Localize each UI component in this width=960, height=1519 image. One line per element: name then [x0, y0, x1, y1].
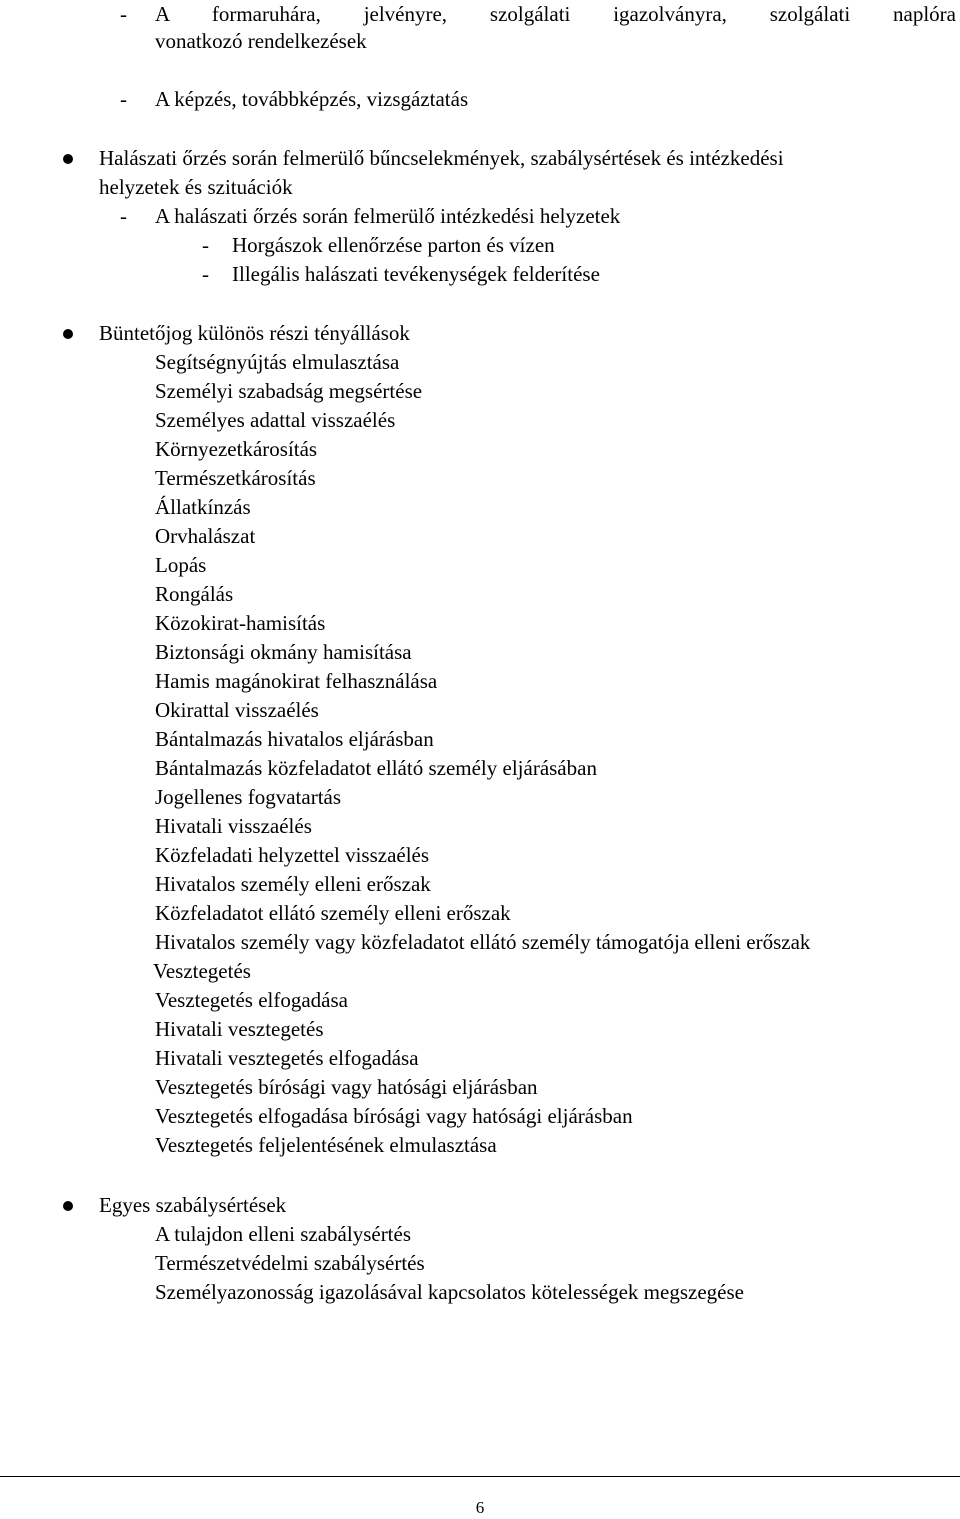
list-item: Rongálás	[155, 582, 234, 606]
list-item: Biztonsági okmány hamisítása	[155, 640, 412, 664]
list-item: Hivatali visszaélés	[155, 814, 312, 838]
list-item-training: A képzés, továbbképzés, vizsgáztatás	[155, 87, 469, 111]
list-item: Hivatali vesztegetés elfogadása	[155, 1046, 419, 1070]
list-item: Vesztegetés	[153, 959, 251, 983]
list-item-uniform-rules-cont: vonatkozó rendelkezések	[155, 29, 367, 53]
list-item: Vesztegetés feljelentésének elmulasztása	[155, 1133, 497, 1157]
bullet-icon	[63, 1201, 73, 1211]
list-item: Személyazonosság igazolásával kapcsolatos kötelességek megszegése	[155, 1280, 744, 1304]
section-heading-criminal-law: Büntetőjog különös részi tényállások	[99, 321, 410, 345]
page-number: 6	[475, 1498, 485, 1517]
list-item: Vesztegetés elfogadása	[155, 988, 348, 1012]
list-item: Természetvédelmi szabálysértés	[155, 1251, 425, 1275]
dash-marker: -	[120, 87, 127, 111]
list-item: Lopás	[155, 553, 207, 577]
list-item-uniform-rules: A formaruhára, jelvényre, szolgálati igazolványra, szolgálati naplóra	[155, 2, 956, 26]
list-item: Vesztegetés elfogadása bírósági vagy hatósági eljárásban	[155, 1104, 633, 1128]
list-item: Vesztegetés bírósági vagy hatósági eljárásban	[155, 1075, 538, 1099]
list-item: Személyi szabadság megsértése	[155, 379, 423, 403]
dash-marker: -	[202, 233, 209, 257]
list-item: Bántalmazás hivatalos eljárásban	[155, 727, 434, 751]
list-subitem: Illegális halászati tevékenységek felderítése	[232, 262, 600, 286]
list-item: Segítségnyújtás elmulasztása	[155, 350, 400, 374]
list-item: Okirattal visszaélés	[155, 698, 319, 722]
list-item: Hivatali vesztegetés	[155, 1017, 324, 1041]
list-item: Természetkárosítás	[155, 466, 316, 490]
list-item: Orvhalászat	[155, 524, 256, 548]
bullet-icon	[63, 329, 73, 339]
list-item: Állatkínzás	[155, 495, 251, 519]
section-heading-misdemeanors: Egyes szabálysértések	[99, 1193, 287, 1217]
section-heading-fishery-guard: Halászati őrzés során felmerülő bűncselekmények, szabálysértések és intézkedési	[99, 146, 784, 170]
list-item: Hivatalos személy vagy közfeladatot ellátó személy támogatója elleni erőszak	[155, 930, 811, 954]
list-subitem: Horgászok ellenőrzése parton és vízen	[232, 233, 555, 257]
section-heading-fishery-guard-cont: helyzetek és szituációk	[99, 175, 293, 199]
bullet-icon	[63, 154, 73, 164]
dash-marker: -	[202, 262, 209, 286]
list-item: Hivatalos személy elleni erőszak	[155, 872, 431, 896]
list-item: A tulajdon elleni szabálysértés	[155, 1222, 412, 1246]
list-item: Hamis magánokirat felhasználása	[155, 669, 438, 693]
list-item: Bántalmazás közfeladatot ellátó személy eljárásában	[155, 756, 597, 780]
list-item-intervention-situations: A halászati őrzés során felmerülő intézkedési helyzetek	[155, 204, 621, 228]
dash-marker: -	[120, 2, 127, 26]
list-item: Közfeladatot ellátó személy elleni erőszak	[155, 901, 511, 925]
list-item: Közfeladati helyzettel visszaélés	[155, 843, 430, 867]
list-item: Környezetkárosítás	[155, 437, 318, 461]
list-item: Jogellenes fogvatartás	[155, 785, 342, 809]
list-item: Közokirat-hamisítás	[155, 611, 326, 635]
list-item: Személyes adattal visszaélés	[155, 408, 396, 432]
footer-divider	[0, 1476, 960, 1477]
dash-marker: -	[120, 204, 127, 228]
